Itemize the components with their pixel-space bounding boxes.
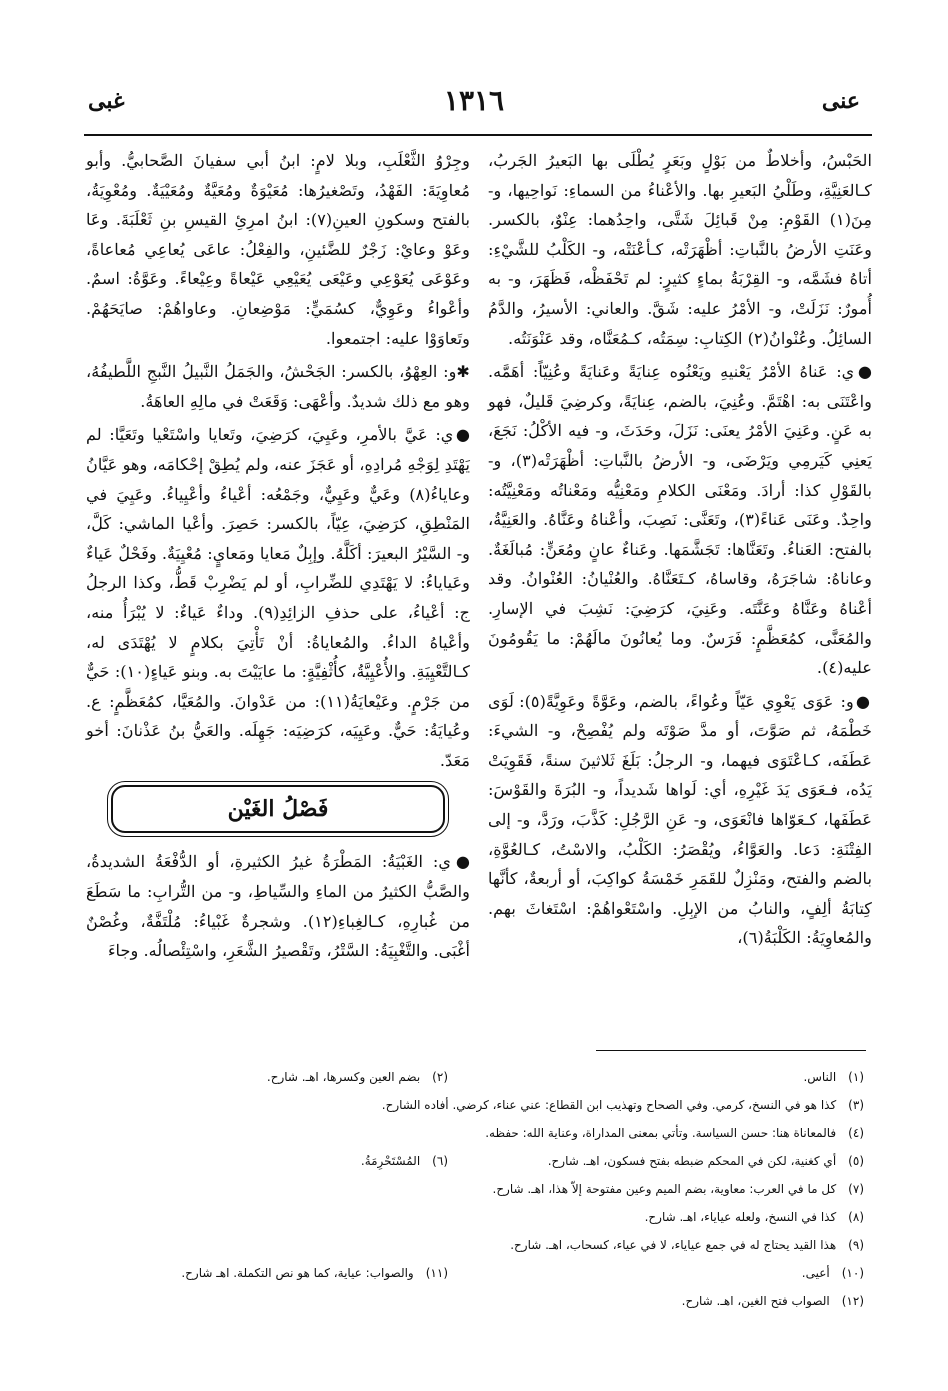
entry-paragraph: ●ي: الغَبْيَةُ: المَطْرَةُ غيرُ الكثيرةِ، أو الدُّفْعَةُ الشديدةُ، والصَّبُّ الكثيرُ من الماءِ والسِّياطِ، و- من التُّرابِ: ما سَطَعَ من غُبارِهِ، كـالغِباءِ(١٢). وشجرةٌ غَبْياءُ: مُلْتَفَّةٌ، وغُصْنٌ أغْبَى. والتَّغْبِيَةُ: السَّتْرُ، وتَقْصيرُ الشَّعَرِ، واسْتِئْصالُه. وجاءَ — [86, 852, 470, 961]
footnote: (١)الناس. — [803, 1070, 864, 1084]
footnote: (١٠)أعيى. — [801, 1266, 864, 1280]
left-column — [86, 146, 470, 970]
entry-paragraph: الحَبْسُ، وأخلاطٌ من بَوْلٍ وبَعَرٍ يُطْلَى بها البَعيرُ الجَربُ، كـالعَنِيَّةِ، وطَلْيُ البَعيرِ بها. والأعْناءُ من السماءِ: نَواحِيها، و- مِنَ(١) القَوْمِ: مِنْ قَبائِلَ شَتَّى، واحِدُهما: عِنْوٌ، بالكسر. وعَنَتِ الأرضُ بالنَّباتِ: أظْهَرَتْه، كـأعْنَتْه، و- الكَلْبُ للشَّيْءِ: أتاهُ فشَمَّه، و- القِرْبَةُ بماءٍ كثيرٍ: لم تَحْفَظْه، فَظَهَرَ، و- به أُمورٌ: نَزَلَتْ، و- الأمْرُ عليه: شَقَّ. والعاني: الأسيرُ، والدَّمُ السائِلُ. وعُنْوانُ(٢) الكِتابِ: سِمَتُه، كـمُعَنَّاه، وقد عَنْوَنَتُه. — [488, 151, 872, 348]
entry-paragraph: ●ي: عَناهُ الأمْرُ يَعْنيهِ ويَعْنُوه عِنايَةً وعَنايَةً وعُنِيّاً: أهَمَّه. واعْتَنَى به: اهْتَمَّ. وعُنِيَ، بالضم، عِنايَةً، وكرضِيَ قَليلٌ، فهو به عَنٍ. وعَنِيَ الأمْرُ يعنَى: نَزَلَ، وحَدَثَ، و- فيه الأكْلُ: نَجَعَ، يَعنِي كَيَرمِي ويَرْضَى، و- الأرضُ بالنَّباتِ: أظْهَرَتْه(٣)، و- بالقَوْلِ كذا: أرادَ. ومَعْنَى الكلامِ ومَعْنِيُّه ومَعْناتُه ومَعْنِيَّتُه: واحِدٌ. وعَنَى عَناءً(٣)، وتَعَنَّى: نَصِبَ، وأعْناهُ وعَنَّاهُ. والعَنِيَّةُ، بالفتح: العَناءُ. وتَعَنَّاها: تَجَشَّمَها. وعَناءٌ عانٍ ومُعَنٍّ: مُبالَغَةٌ. وعاناهُ: شاجَرَهُ، وقاساهُ، كـتَعَنَّاهُ. والعُنْيانُ: العُنْوانُ. وقد أعْناهُ وعَنَّاهُ وعَنَّتَه. وعَنِيَ، كرَضِيَ: نَشِبَ في الإسارِ. والمُعَنَّى، كمُعَظَّمٍ: فَرَسٌ. وما يُعانُونَ مالَهُمْ: ما يَقُومُونَ عليه(٤). — [488, 362, 872, 678]
footnote-rule — [596, 1050, 866, 1051]
header-left-word: غبى — [88, 88, 125, 114]
footnote: (٥)أي كغنية، لكن في المحكم ضبطه بفتح فسكون، اهـ. شارح. — [547, 1154, 864, 1168]
section-title-box — [111, 785, 445, 833]
header-right-word: عنى — [821, 88, 860, 114]
footnote: (٢)بضم العين وكسرها، اهـ. شارح. — [266, 1070, 448, 1084]
section-title: فَصْلُ الغَيْن — [227, 795, 329, 822]
footnote: (١٢)الصواب فتح الغين، اهـ. شارح. — [681, 1294, 864, 1308]
footnote: (٧)كل ما في العرب: معاوية، بضم الميم وعين مفتوحة إلاّ هذا، اهـ. شارح. — [492, 1182, 864, 1196]
page-number: ١٣١٦ — [443, 84, 505, 117]
entry-paragraph: ●ي: عَيَّ بالأمرِ، وعَيِيَ، كرَضِيَ، وتَعايا واسْتَعْيا وتَعَيَّا: لم يَهْتَدِ لِوَجْهِ مُرادِهِ، أو عَجَزَ عنه، ولم يُطِقْ إحْكامَه، وهو عَيَّانُ وعاياءُ(٨) وعَيٌّ وعَيِيٌّ، وجَمْعُه: أعْياءُ وأعْيِياءُ. وعَيِيَ في المَنْطِقِ، كرَضِيَ، عِيّاً، بالكسر: حَصِرَ. وأعْيا الماشي: كَلَّ، و- السَّيْرُ البعيرَ: أكَلَّهُ. وإبِلٌ مَعايا ومَعايٍ: مُعْيِيَةٌ. وفَحْلٌ عَياءٌ وعَياياءُ: لا يَهْتَدِي للضِّرابِ، أو لم يَضْرِبْ قَطُّ، وكذا الرجلُ ج: أعْياءُ، على حذفِ الزائِدِ(٩). وداءٌ عَياءٌ: لا يُبْرَأُ منه، وأعْياهُ الداءُ. والمُعاياةُ: أنْ تَأْتِيَ بكلامٍ لا يُهْتَدَى له، كـالتَّعْيِيَةِ. والأُعْيِيَّةُ، كأُثْفِيَّةٍ: ما عايَيْتَ به. وبنو عَياءٍ(١٠): حَيٌّ من جَرْمٍ. وعَيْعايَةُ(١١): من عَدْوانَ. والمُعَيَّا، كمُعَظَّمٍ: ع. وعُيايَةُ: حَيٌّ. وعَيِيَه، كرَضِيَه: جَهِلَه. والعَيُّ بنُ عَذْنانَ: أخو مَعَدّ. — [86, 425, 470, 770]
footnote: (٤)فالمعاناة هنا: حسن السياسة. وتأتي بمعنى المداراة، وعناية الله: حفظه. — [485, 1126, 864, 1140]
footnote: (٩)هذا القيد يحتاج له في جمع عياياء، لا في عياء، كسحاب، اهـ. شارح. — [510, 1238, 864, 1252]
footnote: (٨)كذا في النسخ، ولعله عياياء، اهـ. شارح. — [644, 1210, 864, 1224]
entry-paragraph: ✱و: العِهْوُ، بالكسر: الجَحْشُ، والجَمَلُ النَّبيلُ النَّبجِ اللَّطيفُهُ، وهو مع ذلك شديدٌ. وأعْهَى: وَقَعَتْ في مالِهِ العاهَةُ. — [86, 362, 470, 411]
entry-paragraph: وجِرْوُ الثَّعْلَبِ، وبلا لامٍ: ابنُ أبي سفيانَ الصَّحابيُّ. وأبو مُعاوِيَةَ: الفَهْدُ، وتَصْغيرُها: مُعَيْوَةٌ ومُعَيَّةٌ ومُعَيْيَةٌ. ومُعْوِيَةُ، بالفتح وسكونِ العينِ(٧): ابنُ امرِئِ القيسِ بنِ ثَعْلَبَةَ. وعَا وعَوْ وعايْ: زَجْرٌ للضَّئينِ، والفِعْلُ: عاعَى يُعاعِي مُعاعاةً، وعَوْعَى يُعَوْعِي وعَيْعَى يُعَيْعِي عَيْعاةً وعِيْعاءً. وعَوَّةُ: اسمٌ. وأعْواءُ وعَوِيٌّ، كسُمَيٍّ: مَوْضِعانِ. وعاواهُمْ: صايَحَهُمْ. وتَعاوَوْا عليه: اجتمعوا. — [86, 151, 471, 348]
footnote: (١١)والصواب: عياية، كما هو نص التكملة. اهـ شارح. — [181, 1266, 448, 1280]
footnote: (٣)كذا هو في النسخ، كرمي. وفي الصحاح وتهذيب ابن القطاع: عني عناء، كرضي. أفاده الشارح. — [381, 1098, 864, 1112]
right-column — [488, 146, 872, 957]
footnote: (٦)المُسْتَحْرِمَةُ. — [360, 1154, 448, 1168]
entry-paragraph: ●و: عَوَى يَعْوِي عَيّاً وعُواءً، بالضم، وعَوَّةً وعَوِيَّةً(٥): لَوَى خَطْمَهُ، ثم صَوَّتَ، أو مدَّ صَوْتَه ولم يُفْصِحْ، و- الشيءَ: عَطَفَه، كـاعْتَوَى فيهما، و- الرجلُ: بَلَغَ ثَلاثينَ سنةً، فَقَوِيَتْ يَدُه، فـعَوَى يَدَ غَيْرِهِ، أي: لَواها شَديداً، و- البُرَةَ والقَوْسَ: عَطَفَها، كـعَوّاها فانْعَوَى، و- عَنِ الرَّجُلِ: كَذَّبَ، ورَدَّ، و- إلى الفِتْنَةِ: دَعا. والعَوَّاءُ، ويُقْصَرُ: الكَلْبُ، والاسْتُ، كـالعُوَّةِ، بالضم والفتح، ومَنْزِلٌ للقَمَرِ خَمْسَةُ كواكِبَ، أو أربعةٌ، كأنَّها كِتابَةُ ألِفٍ، والنابُ من الإبِلِ. واسْتَعْواهُمْ: اسْتَغاثَ بهم. والمُعاوِيَةُ: الكَلْبَةُ(٦)، — [488, 691, 873, 948]
header-rule — [84, 134, 872, 136]
